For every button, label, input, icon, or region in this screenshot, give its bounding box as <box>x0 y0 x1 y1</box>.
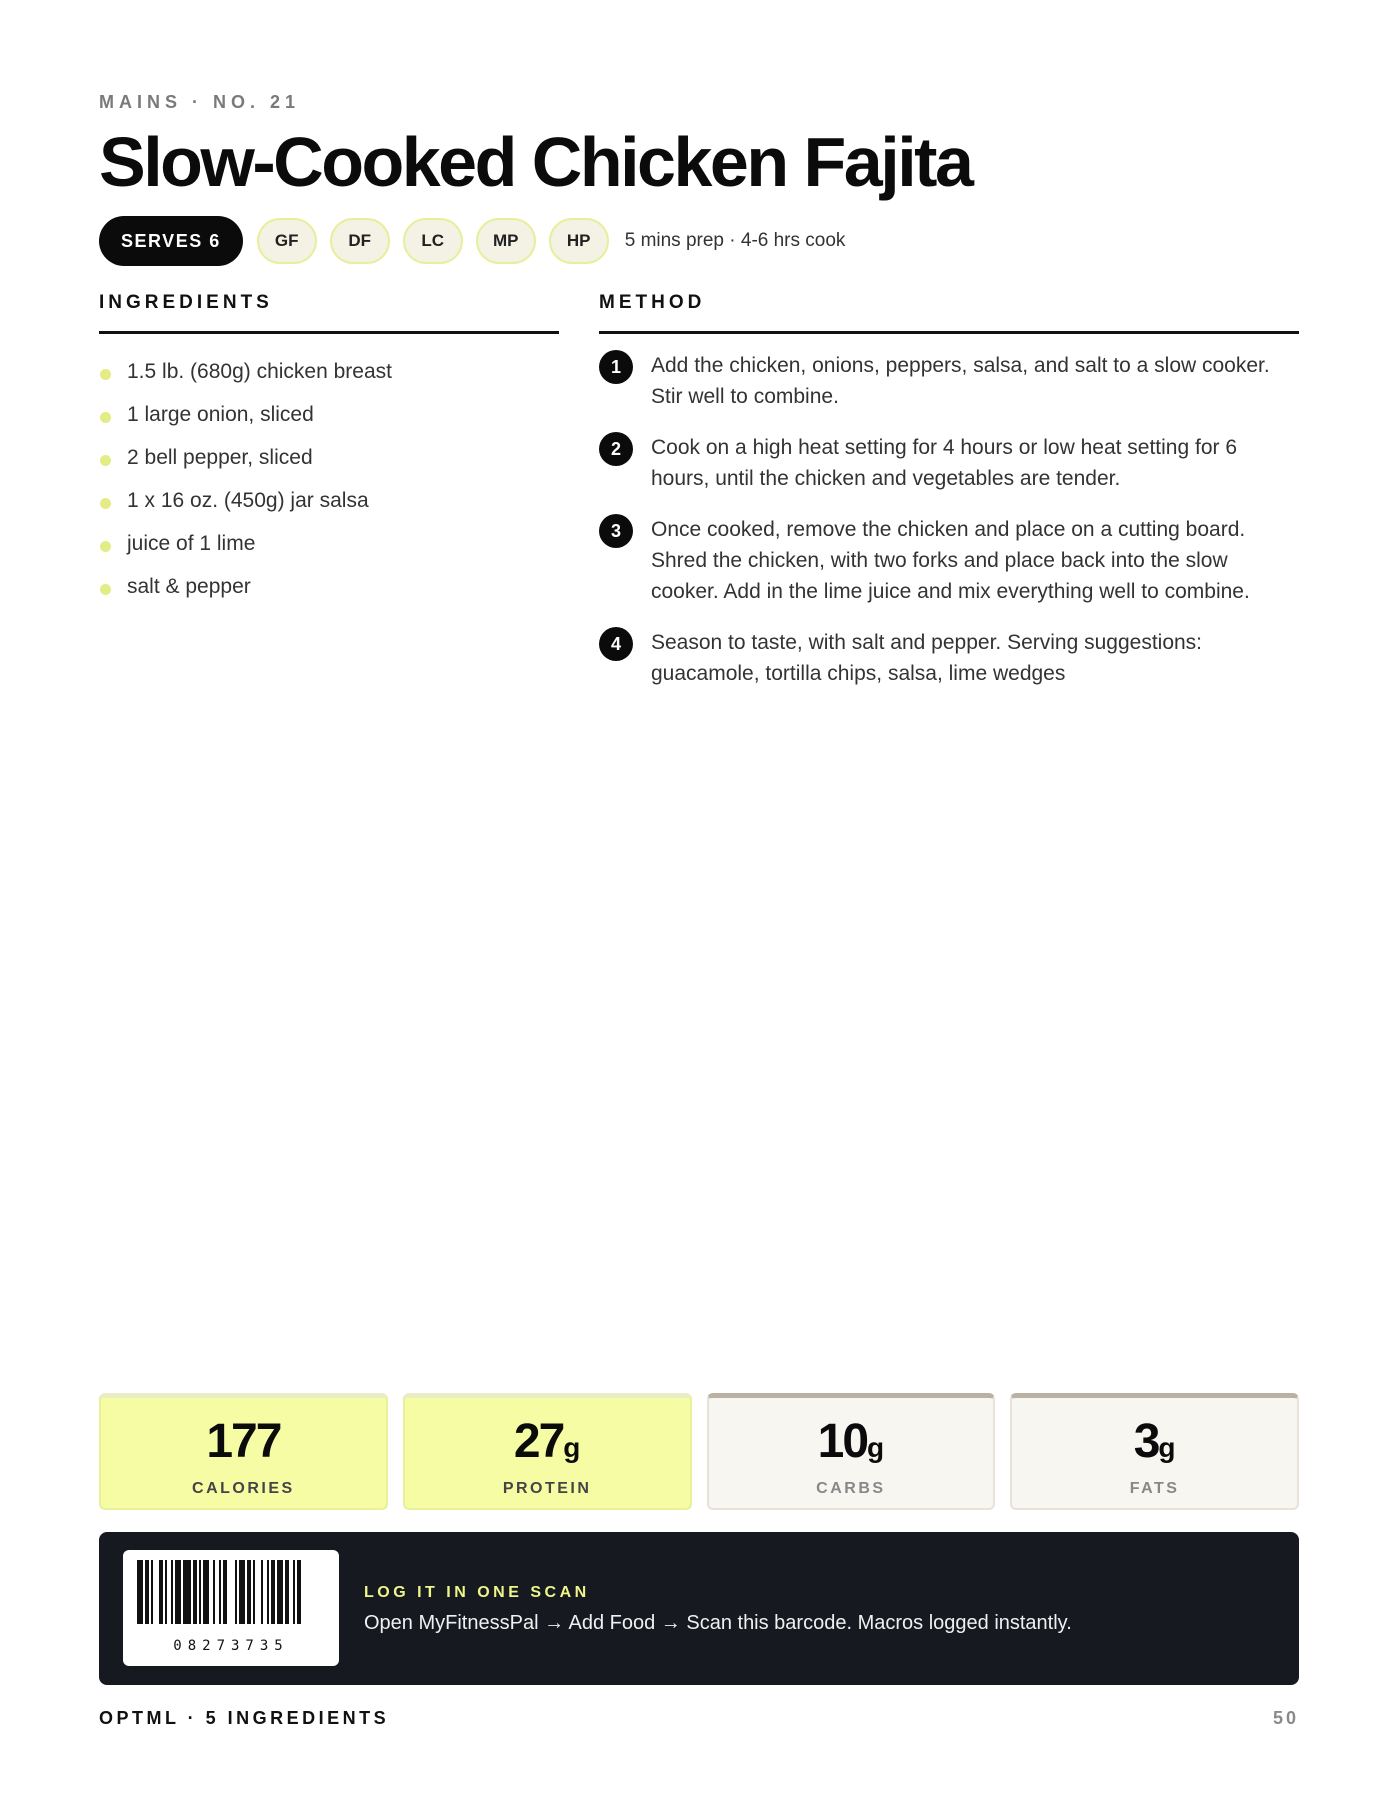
diet-badge-lc: LC <box>403 218 463 264</box>
timing-text: 5 mins prep · 4-6 hrs cook <box>624 230 846 251</box>
step-text: Cook on a high heat setting for 4 hours or low heat setting for 6 hours, until the chicken and vegetables are tender. <box>651 436 1238 490</box>
ingredient-text: 1 x 16 oz. (450g) jar salsa <box>127 488 369 512</box>
recipe-page <box>99 0 1299 1812</box>
step-number-badge: 3 <box>599 514 633 548</box>
bullet-dot-icon <box>100 369 111 380</box>
macro-card-protein <box>403 1393 692 1510</box>
bullet-dot-icon <box>100 584 111 595</box>
list-item <box>99 436 559 479</box>
diet-badge-gf: GF <box>257 218 317 264</box>
macros-row <box>99 1393 1299 1510</box>
macro-label: PROTEIN <box>502 1480 592 1497</box>
macro-label: CARBS <box>816 1480 886 1497</box>
method-heading: METHOD <box>599 292 706 313</box>
page-number: 50 <box>1272 1708 1299 1728</box>
bullet-dot-icon <box>100 498 111 509</box>
bullet-dot-icon <box>100 412 111 423</box>
bullet-dot-icon <box>100 455 111 466</box>
macro-label: CALORIES <box>192 1480 295 1497</box>
macro-value: 27g <box>513 1415 581 1468</box>
step-number-badge: 1 <box>599 350 633 384</box>
serves-badge: SERVES 6 <box>99 216 243 266</box>
diet-badge-df: DF <box>330 218 390 264</box>
method-steps <box>599 350 1299 709</box>
scan-description: Open MyFitnessPal → Add Food → Scan this barcode. Macros logged instantly. <box>364 1612 1072 1634</box>
macro-label: FATS <box>1129 1480 1180 1497</box>
method-divider <box>599 331 1299 334</box>
ingredient-text: 2 bell pepper, sliced <box>127 445 313 469</box>
barcode[interactable] <box>123 1550 339 1666</box>
ingredient-text: juice of 1 lime <box>127 531 256 555</box>
macro-card-fats <box>1010 1393 1299 1510</box>
list-item <box>99 479 559 522</box>
list-item <box>99 393 559 436</box>
method-step <box>599 514 1299 607</box>
footer-brand: OPTML · 5 INGREDIENTS <box>99 1708 390 1728</box>
method-step <box>599 627 1299 689</box>
diet-badge-hp: HP <box>549 218 609 264</box>
macro-value: 10g <box>817 1415 885 1468</box>
scan-banner <box>99 1532 1299 1685</box>
page-title: Slow-Cooked Chicken Fajita <box>99 123 972 201</box>
method-step <box>599 432 1299 494</box>
list-item <box>99 522 559 565</box>
ingredients-heading: INGREDIENTS <box>99 292 273 313</box>
step-text: Season to taste, with salt and pepper. Serving suggestions: guacamole, tortilla chips, salsa, lime wedges <box>651 631 1203 685</box>
ingredients-divider <box>99 331 559 334</box>
recipe-category: MAINS · NO. 21 <box>99 92 301 112</box>
ingredient-text: salt & pepper <box>127 574 251 598</box>
list-item <box>99 350 559 393</box>
scan-kicker: LOG IT IN ONE SCAN <box>364 1584 590 1601</box>
ingredient-text: 1.5 lb. (680g) chicken breast <box>127 359 392 383</box>
step-number-badge: 4 <box>599 627 633 661</box>
step-text: Once cooked, remove the chicken and place on a cutting board. Shred the chicken, with two forks and place back into the slow cooker. Add in the lime juice and mix everything well to combine. <box>651 518 1250 603</box>
macro-card-carbs <box>707 1393 996 1510</box>
method-step <box>599 350 1299 412</box>
ingredients-list <box>99 350 559 608</box>
step-number-badge: 2 <box>599 432 633 466</box>
list-item <box>99 565 559 608</box>
macro-value: 177 <box>206 1415 281 1468</box>
tag-row <box>99 216 845 266</box>
diet-badge-mp: MP <box>476 218 536 264</box>
macro-card-calories <box>99 1393 388 1510</box>
ingredient-text: 1 large onion, sliced <box>127 402 314 426</box>
step-text: Add the chicken, onions, peppers, salsa, and salt to a slow cooker. Stir well to combine. <box>651 354 1270 408</box>
macro-value: 3g <box>1133 1415 1176 1468</box>
bullet-dot-icon <box>100 541 111 552</box>
barcode-icon <box>137 1560 325 1624</box>
barcode-digits: 08273735 <box>173 1638 289 1654</box>
